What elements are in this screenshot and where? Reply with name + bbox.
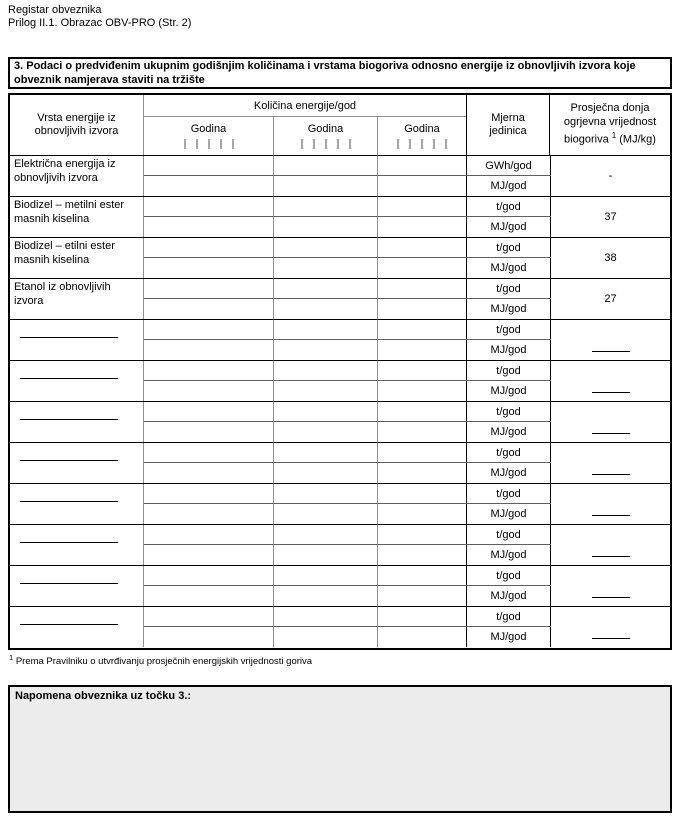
- unit-label: MJ/god: [467, 217, 551, 237]
- energy-type-cell: [10, 566, 144, 606]
- quantity-input-cell-year2[interactable]: [274, 258, 378, 278]
- unit-subrow: [144, 217, 551, 237]
- year-digit-tick: [208, 139, 210, 149]
- heating-value-cell: [551, 484, 670, 524]
- unit-subrow: [144, 627, 551, 647]
- quantity-cells: [144, 607, 551, 647]
- quantity-input-cell-year2[interactable]: [274, 607, 378, 626]
- quantity-input-cell-year3[interactable]: [378, 545, 467, 565]
- unit-label: MJ/god: [467, 504, 551, 524]
- table-row: [10, 197, 670, 238]
- heating-value-cell: [551, 525, 670, 565]
- unit-label: MJ/god: [467, 422, 551, 442]
- quantity-input-cell-year1[interactable]: [144, 627, 274, 647]
- quantity-input-cell-year2[interactable]: [274, 422, 378, 442]
- quantity-input-cell-year1[interactable]: [144, 156, 274, 175]
- heating-value-cell: [551, 156, 670, 196]
- quantity-input-cell-year2[interactable]: [274, 176, 378, 196]
- biofuel-quantities-table: [8, 93, 672, 650]
- quantity-input-cell-year3[interactable]: [378, 525, 467, 544]
- year-label: Godina: [404, 123, 440, 135]
- energy-type-label: Biodizel – metilni ester masnih kiselina: [14, 199, 125, 225]
- heating-value: -: [608, 170, 613, 182]
- year-digit-tick: [421, 139, 423, 149]
- col-header-quantity-group: Količina energije/god: [144, 95, 466, 117]
- energy-type-cell: [10, 484, 144, 524]
- quantity-input-cell-year2[interactable]: [274, 525, 378, 544]
- napomena-content-area[interactable]: [12, 707, 668, 809]
- quantity-input-cell-year2[interactable]: [274, 217, 378, 237]
- unit-label: t/god: [467, 484, 551, 503]
- unit-subrow: [144, 340, 551, 360]
- quantity-input-cell-year1[interactable]: [144, 463, 274, 483]
- unit-label: MJ/god: [467, 381, 551, 401]
- footnote-marker: 1: [611, 131, 617, 141]
- heating-value-header-text: Prosječna donja ogrjevna vrijednost biogoriva $^1$ (MJ/kg): [563, 102, 657, 147]
- quantity-input-cell-year2[interactable]: [274, 627, 378, 647]
- energy-type-fill-line[interactable]: [20, 419, 118, 420]
- quantity-cells: [144, 525, 551, 565]
- table-header-row: [10, 95, 670, 156]
- quantity-input-cell-year1[interactable]: [144, 545, 274, 565]
- unit-subrow: [144, 607, 551, 627]
- quantity-input-cell-year3[interactable]: [378, 258, 467, 278]
- unit-label: MJ/god: [467, 340, 551, 360]
- quantity-input-cell-year3[interactable]: [378, 156, 467, 175]
- quantity-input-cell-year2[interactable]: [274, 484, 378, 503]
- unit-label: t/god: [467, 566, 551, 585]
- quantity-input-cell-year1[interactable]: [144, 258, 274, 278]
- year-digit-tick: [409, 139, 411, 149]
- quantity-input-cell-year3[interactable]: [378, 381, 467, 401]
- heating-value: 37: [604, 211, 617, 223]
- quantity-input-cell-year2[interactable]: [274, 381, 378, 401]
- unit-subrow: [144, 361, 551, 381]
- unit-subrow: [144, 525, 551, 545]
- energy-type-label: Biodizel – etilni ester masnih kiselina: [14, 240, 115, 266]
- year-digit-tick: [196, 139, 198, 149]
- col-header-heating-value: [550, 95, 670, 155]
- year-digit-tick: [232, 139, 234, 149]
- year-label: Godina: [190, 123, 227, 135]
- year-digit-ticks: [392, 138, 452, 149]
- quantity-input-cell-year2[interactable]: [274, 504, 378, 524]
- heating-value-fill-line[interactable]: [592, 392, 630, 393]
- napomena-label: Napomena obveznika uz točku 3.:: [15, 690, 192, 702]
- unit-subrow: [144, 422, 551, 442]
- energy-type-cell: [10, 402, 144, 442]
- year-digit-tick: [184, 139, 186, 149]
- quantity-input-cell-year2[interactable]: [274, 361, 378, 380]
- quantity-input-cell-year3[interactable]: [378, 361, 467, 380]
- unit-subrow: [144, 197, 551, 217]
- year-digit-tick: [337, 139, 339, 149]
- energy-type-fill-line[interactable]: [20, 583, 118, 584]
- col-header-year-1: [144, 117, 274, 155]
- table-body: [10, 156, 670, 647]
- quantity-input-cell-year2[interactable]: [274, 156, 378, 175]
- table-row: [10, 156, 670, 197]
- quantity-input-cell-year1[interactable]: [144, 361, 274, 380]
- unit-subrow: [144, 299, 551, 319]
- quantity-input-cell-year3[interactable]: [378, 238, 467, 257]
- energy-type-fill-line[interactable]: [20, 501, 118, 502]
- year-digit-tick: [220, 139, 222, 149]
- quantity-cells: [144, 156, 551, 196]
- unit-subrow: [144, 443, 551, 463]
- quantity-input-cell-year3[interactable]: [378, 504, 467, 524]
- quantity-input-cell-year3[interactable]: [378, 443, 467, 462]
- year-digit-tick: [445, 139, 447, 149]
- year-digit-tick: [313, 139, 315, 149]
- heating-value: 27: [604, 293, 617, 305]
- unit-label: t/god: [467, 607, 551, 626]
- quantity-input-cell-year1[interactable]: [144, 238, 274, 257]
- quantity-input-cell-year2[interactable]: [274, 320, 378, 339]
- year-digit-tick: [325, 139, 327, 149]
- table-row: [10, 443, 670, 484]
- quantity-cells: [144, 443, 551, 483]
- table-row: [10, 361, 670, 402]
- heating-value-cell: [551, 566, 670, 606]
- year-digit-tick: [397, 139, 399, 149]
- quantity-input-cell-year2[interactable]: [274, 279, 378, 298]
- year-digit-tick: [349, 139, 351, 149]
- col-header-year-3: [378, 117, 466, 155]
- quantity-input-cell-year3[interactable]: [378, 402, 467, 421]
- heating-value-cell: [551, 279, 670, 319]
- energy-type-label: Električna energija iz obnovljivih izvora: [14, 158, 116, 184]
- quantity-cells: [144, 484, 551, 524]
- heating-value-fill-line[interactable]: [592, 556, 630, 557]
- quantity-input-cell-year3[interactable]: [378, 320, 467, 339]
- quantity-input-cell-year1[interactable]: [144, 340, 274, 360]
- energy-type-cell: [10, 156, 144, 196]
- energy-type-fill-line[interactable]: [20, 624, 118, 625]
- quantity-input-cell-year2[interactable]: [274, 340, 378, 360]
- energy-type-cell: [10, 279, 144, 319]
- year-digit-tick: [433, 139, 435, 149]
- quantity-input-cell-year3[interactable]: [378, 586, 467, 606]
- unit-label: t/god: [467, 238, 551, 257]
- quantity-input-cell-year1[interactable]: [144, 381, 274, 401]
- unit-label: t/god: [467, 197, 551, 216]
- energy-type-cell: [10, 443, 144, 483]
- quantity-input-cell-year3[interactable]: [378, 217, 467, 237]
- quantity-input-cell-year1[interactable]: [144, 566, 274, 585]
- energy-type-label: Etanol iz obnovljivih izvora: [14, 281, 111, 307]
- quantity-input-cell-year1[interactable]: [144, 586, 274, 606]
- napomena-box: [8, 685, 672, 813]
- quantity-input-cell-year1[interactable]: [144, 443, 274, 462]
- energy-type-cell: [10, 238, 144, 278]
- quantity-input-cell-year2[interactable]: [274, 566, 378, 585]
- quantity-cells: [144, 402, 551, 442]
- table-row: [10, 525, 670, 566]
- unit-label: MJ/god: [467, 545, 551, 565]
- quantity-input-cell-year2[interactable]: [274, 402, 378, 421]
- table-row: [10, 484, 670, 525]
- heating-value: 38: [604, 252, 617, 264]
- quantity-cells: [144, 197, 551, 237]
- quantity-input-cell-year2[interactable]: [274, 586, 378, 606]
- heating-value-cell: [551, 197, 670, 237]
- form-id-label: Prilog II.1. Obrazac OBV-PRO (Str. 2): [8, 17, 192, 29]
- section-title: 3. Podaci o predviđenim ukupnim godišnjim količinama i vrstama biogoriva odnosno energije iz obnovljivih izvora koje obveznik namjerava staviti na tržište: [8, 57, 672, 89]
- unit-subrow: [144, 176, 551, 196]
- quantity-input-cell-year2[interactable]: [274, 463, 378, 483]
- unit-label: MJ/god: [467, 586, 551, 606]
- unit-subrow: [144, 402, 551, 422]
- footnote: [9, 653, 312, 667]
- heating-value-fill-line[interactable]: [592, 474, 630, 475]
- year-label: Godina: [307, 123, 344, 135]
- quantity-input-cell-year1[interactable]: [144, 422, 274, 442]
- col-header-year-2: [274, 117, 378, 155]
- quantity-input-cell-year1[interactable]: [144, 197, 274, 216]
- quantity-input-cell-year3[interactable]: [378, 607, 467, 626]
- unit-label: MJ/god: [467, 463, 551, 483]
- quantity-input-cell-year3[interactable]: [378, 627, 467, 647]
- quantity-input-cell-year1[interactable]: [144, 176, 274, 196]
- quantity-input-cell-year3[interactable]: [378, 566, 467, 585]
- heating-value-cell: [551, 443, 670, 483]
- year-digit-tick: [301, 139, 303, 149]
- quantity-input-cell-year1[interactable]: [144, 320, 274, 339]
- quantity-input-cell-year1[interactable]: [144, 607, 274, 626]
- energy-type-fill-line[interactable]: [20, 378, 118, 379]
- quantity-input-cell-year1[interactable]: [144, 299, 274, 319]
- col-header-energy-type: Vrsta energije iz obnovljivih izvora: [10, 95, 144, 155]
- table-row: [10, 320, 670, 361]
- quantity-cells: [144, 238, 551, 278]
- col-header-unit: Mjerna jedinica: [467, 95, 550, 155]
- table-row: [10, 238, 670, 279]
- unit-subrow: [144, 566, 551, 586]
- quantity-input-cell-year3[interactable]: [378, 422, 467, 442]
- registry-label: Registar obveznika: [8, 4, 102, 16]
- heating-value-cell: [551, 607, 670, 647]
- quantity-cells: [144, 320, 551, 360]
- unit-subrow: [144, 238, 551, 258]
- quantity-input-cell-year1[interactable]: [144, 484, 274, 503]
- page-header: [8, 4, 191, 30]
- table-row: [10, 402, 670, 443]
- quantity-input-cell-year1[interactable]: [144, 402, 274, 421]
- year-digit-ticks: [296, 138, 356, 149]
- footnote-text: Prema Pravilniku o utvrđivanju prosječnih energijskih vrijednosti goriva: [15, 656, 313, 668]
- quantity-cells: [144, 361, 551, 401]
- energy-type-fill-line[interactable]: [20, 460, 118, 461]
- heating-value-fill-line[interactable]: [592, 351, 630, 352]
- energy-type-cell: [10, 197, 144, 237]
- table-row: [10, 607, 670, 647]
- heating-value-cell: [551, 361, 670, 401]
- quantity-input-cell-year2[interactable]: [274, 197, 378, 216]
- quantity-input-cell-year3[interactable]: [378, 197, 467, 216]
- unit-subrow: [144, 381, 551, 401]
- unit-label: MJ/god: [467, 627, 551, 647]
- table-row: [10, 279, 670, 320]
- quantity-input-cell-year2[interactable]: [274, 545, 378, 565]
- unit-subrow: [144, 545, 551, 565]
- heating-value-fill-line[interactable]: [592, 638, 630, 639]
- heating-value-fill-line[interactable]: [592, 515, 630, 516]
- col-group-quantity: [144, 95, 467, 155]
- quantity-input-cell-year1[interactable]: [144, 279, 274, 298]
- footnote-marker: 1: [9, 653, 14, 662]
- unit-subrow: [144, 484, 551, 504]
- quantity-cells: [144, 279, 551, 319]
- quantity-input-cell-year1[interactable]: [144, 504, 274, 524]
- energy-type-cell: [10, 607, 144, 647]
- unit-label: t/god: [467, 402, 551, 421]
- heating-value-fill-line[interactable]: [592, 433, 630, 434]
- unit-subrow: [144, 504, 551, 524]
- unit-subrow: [144, 279, 551, 299]
- quantity-input-cell-year2[interactable]: [274, 299, 378, 319]
- unit-label: t/god: [467, 361, 551, 380]
- quantity-input-cell-year2[interactable]: [274, 238, 378, 257]
- unit-subrow: [144, 586, 551, 606]
- unit-label: MJ/god: [467, 176, 551, 196]
- unit-label: t/god: [467, 320, 551, 339]
- energy-type-fill-line[interactable]: [20, 542, 118, 543]
- unit-label: t/god: [467, 525, 551, 544]
- energy-type-fill-line[interactable]: [20, 337, 118, 338]
- year-digit-ticks: [179, 138, 239, 149]
- quantity-input-cell-year1[interactable]: [144, 217, 274, 237]
- year-subheader-row: [144, 117, 466, 155]
- quantity-input-cell-year1[interactable]: [144, 525, 274, 544]
- energy-type-cell: [10, 320, 144, 360]
- quantity-input-cell-year3[interactable]: [378, 176, 467, 196]
- unit-subrow: [144, 156, 551, 176]
- quantity-input-cell-year3[interactable]: [378, 279, 467, 298]
- energy-type-cell: [10, 525, 144, 565]
- heating-value-cell: [551, 238, 670, 278]
- unit-label: MJ/god: [467, 258, 551, 278]
- quantity-input-cell-year3[interactable]: [378, 484, 467, 503]
- quantity-input-cell-year2[interactable]: [274, 443, 378, 462]
- unit-label: MJ/god: [467, 299, 551, 319]
- quantity-cells: [144, 566, 551, 606]
- unit-subrow: [144, 320, 551, 340]
- unit-label: t/god: [467, 443, 551, 462]
- quantity-input-cell-year3[interactable]: [378, 340, 467, 360]
- energy-type-cell: [10, 361, 144, 401]
- unit-label: GWh/god: [467, 156, 551, 175]
- quantity-input-cell-year3[interactable]: [378, 463, 467, 483]
- heating-value-cell: [551, 320, 670, 360]
- unit-subrow: [144, 463, 551, 483]
- table-row: [10, 566, 670, 607]
- unit-subrow: [144, 258, 551, 278]
- quantity-input-cell-year3[interactable]: [378, 299, 467, 319]
- heating-value-fill-line[interactable]: [592, 597, 630, 598]
- heating-value-cell: [551, 402, 670, 442]
- unit-label: t/god: [467, 279, 551, 298]
